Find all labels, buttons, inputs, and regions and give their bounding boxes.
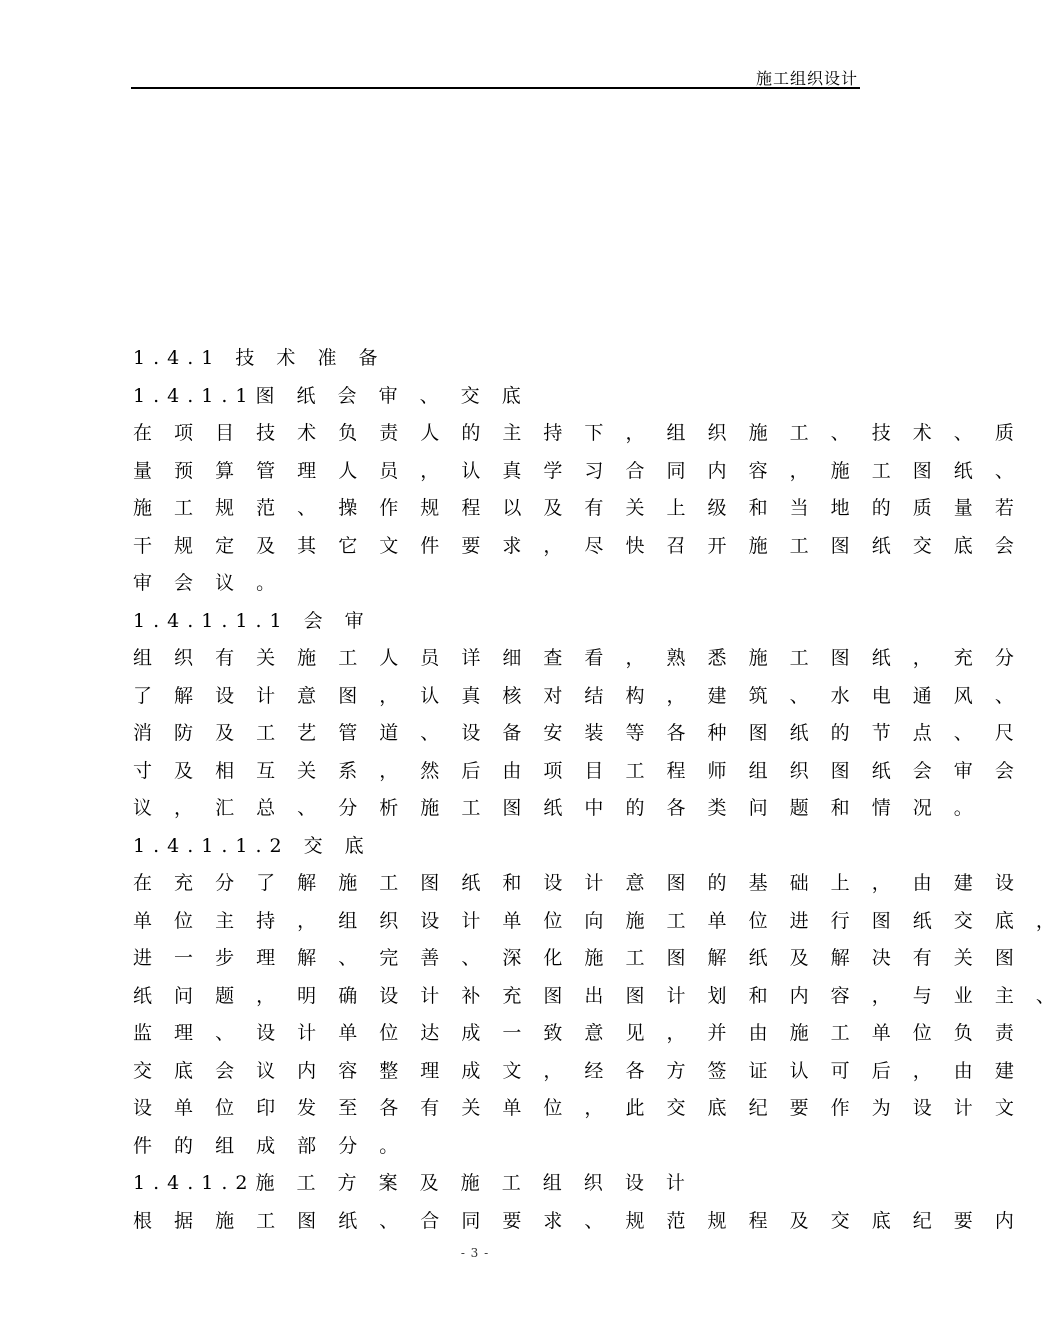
body-line: 设 单 位 印 发 至 各 有 关 单 位 ， 此 交 底 纪 要 作 为 设 计 文 xyxy=(133,1097,1022,1119)
body-line: 监 理 、 设 计 单 位 达 成 一 致 意 见 ， 并 由 施 工 单 位 负 责 xyxy=(133,1022,1022,1044)
body-line: 组 织 有 关 施 工 人 员 详 细 查 看 ， 熟 悉 施 工 图 纸 ， 充 分 xyxy=(133,647,1022,669)
heading-1-4-1-1-2: 1.4.1.1.2 交 底 xyxy=(133,834,372,857)
body-line: 议 ， 汇 总 、 分 析 施 工 图 纸 中 的 各 类 问 题 和 情 况 。 xyxy=(133,797,981,819)
body-line: 在 项 目 技 术 负 责 人 的 主 持 下 ， 组 织 施 工 、 技 术 、 质 xyxy=(133,422,1022,444)
body-line: 干 规 定 及 其 它 文 件 要 求 ， 尽 快 召 开 施 工 图 纸 交 底 会 xyxy=(133,534,1022,557)
body-line: 件 的 组 成 部 分 。 xyxy=(133,1134,407,1157)
body-line: 施 工 规 范 、 操 作 规 程 以 及 有 关 上 级 和 当 地 的 质 量 若 xyxy=(133,497,1022,519)
body-line: 纸 问 题 ， 明 确 设 计 补 充 图 出 图 计 划 和 内 容 ， 与 业 主 、 xyxy=(133,984,1063,1007)
body-line: 消 防 及 工 艺 管 道 、 设 备 安 装 等 各 种 图 纸 的 节 点 、 尺 xyxy=(133,722,1022,744)
page-number: - 3 - xyxy=(460,1246,490,1260)
header-title: 施工组织设计 xyxy=(755,69,858,88)
body-line: 寸 及 相 互 关 系 ， 然 后 由 项 目 工 程 师 组 织 图 纸 会 审 会 xyxy=(133,759,1022,782)
heading-1-4-1: 1.4.1 技 术 准 备 xyxy=(133,347,386,369)
document-body xyxy=(133,340,1063,1240)
heading-1-4-1-1-1: 1.4.1.1.1 会 审 xyxy=(133,609,372,632)
body-line: 单 位 主 持 ， 组 织 设 计 单 位 向 施 工 单 位 进 行 图 纸 交 底 ， xyxy=(133,909,1063,932)
heading-1-4-1-1: 1.4.1.1图 纸 会 审 、 交 底 xyxy=(133,384,529,407)
body-line: 交 底 会 议 内 容 整 理 成 文 ， 经 各 方 签 证 认 可 后 ， 由 建 xyxy=(133,1059,1022,1082)
body-line: 根 据 施 工 图 纸 、 合 同 要 求 、 规 范 规 程 及 交 底 纪 要 内 xyxy=(133,1209,1022,1232)
heading-1-4-1-2: 1.4.1.2施 工 方 案 及 施 工 组 织 设 计 xyxy=(133,1172,693,1194)
body-line: 在 充 分 了 解 施 工 图 纸 和 设 计 意 图 的 基 础 上 ， 由 建 设 xyxy=(133,872,1022,894)
body-line: 了 解 设 计 意 图 ， 认 真 核 对 结 构 ， 建 筑 、 水 电 通 风 、 xyxy=(133,684,1022,707)
body-line: 量 预 算 管 理 人 员 ， 认 真 学 习 合 同 内 容 ， 施 工 图 纸 、 xyxy=(133,459,1022,482)
header-rule xyxy=(131,87,860,89)
body-line: 审 会 议 。 xyxy=(133,572,284,594)
body-line: 进 一 步 理 解 、 完 善 、 深 化 施 工 图 解 纸 及 解 决 有 关 图 xyxy=(133,947,1022,969)
